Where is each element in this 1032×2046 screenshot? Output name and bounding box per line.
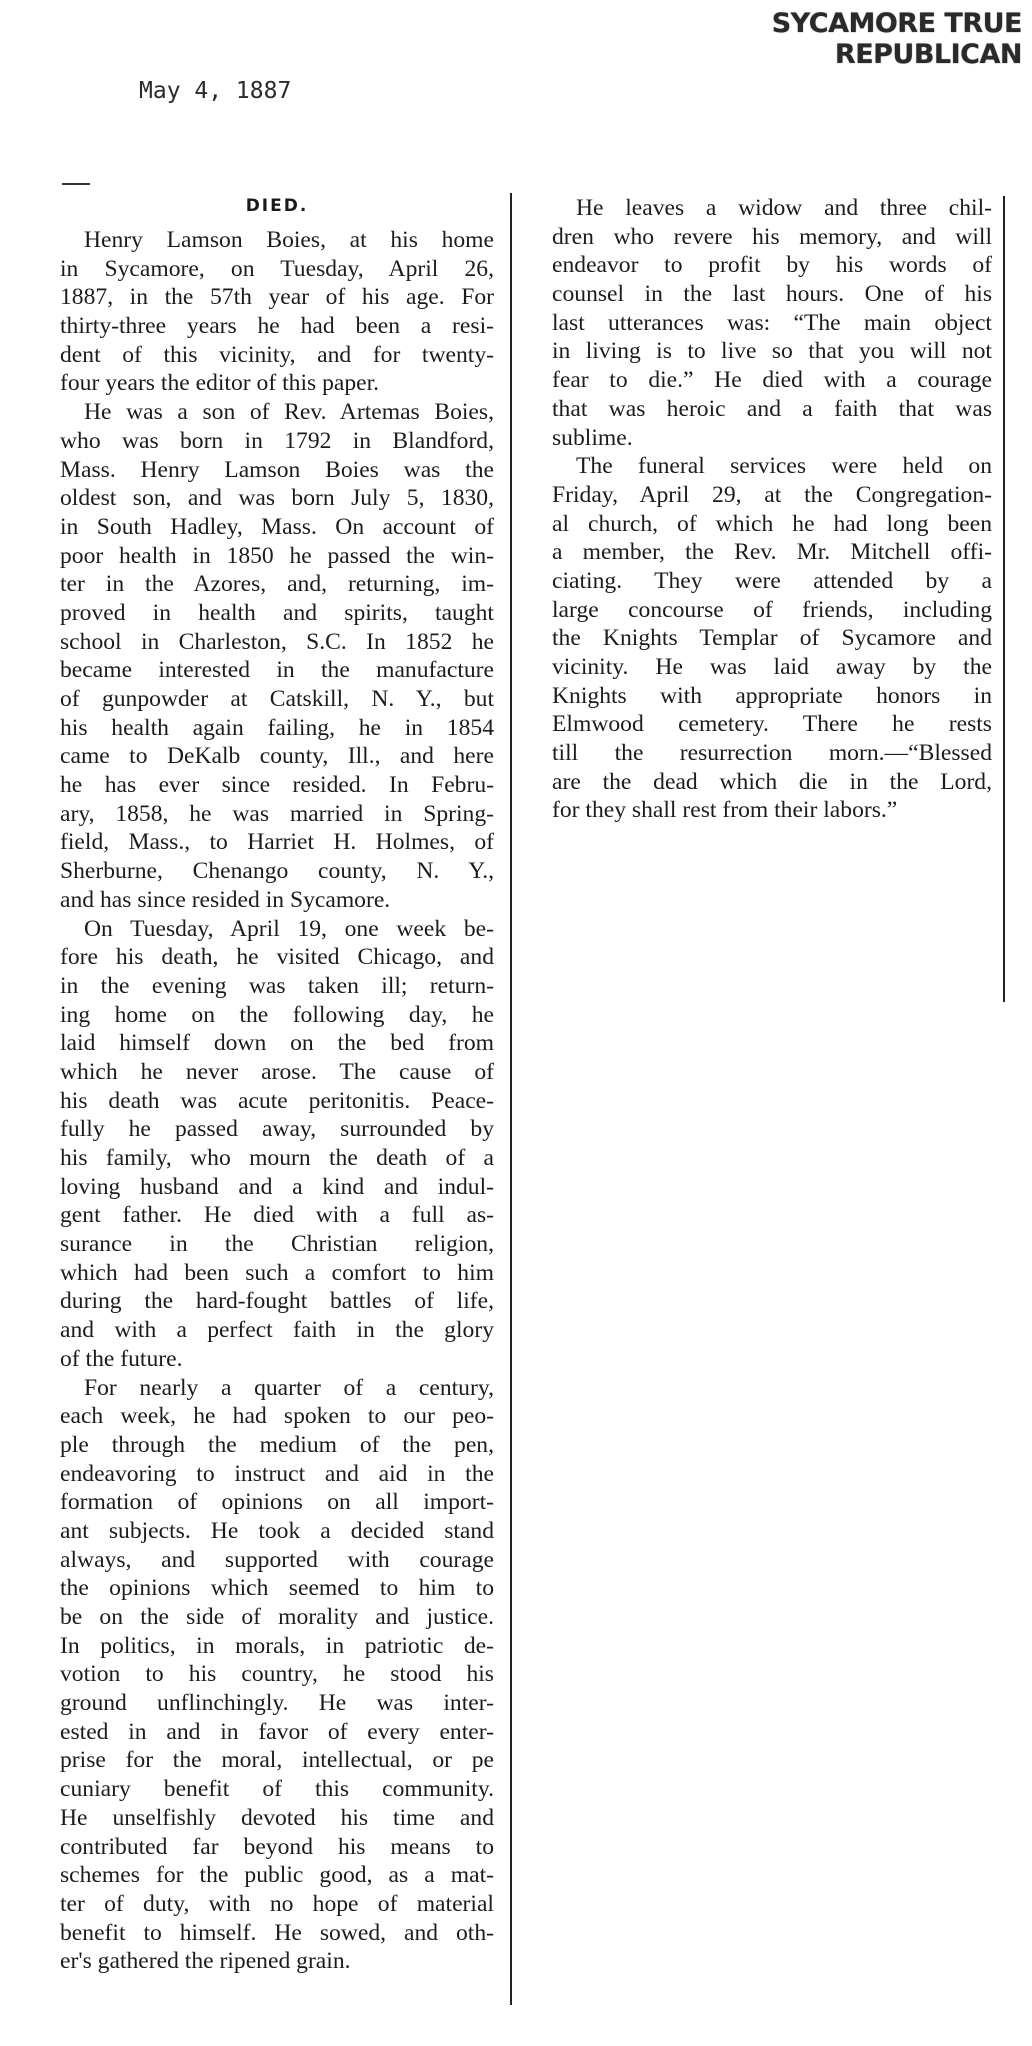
article-text-line: in the evening was taken ill; return- xyxy=(60,972,494,999)
article-left-column xyxy=(60,226,494,1976)
article-text-line: vicinity. He was laid away by the xyxy=(552,654,992,680)
article-text-line: He unselfishly devoted his time and xyxy=(60,1804,494,1831)
article-text-line: prise for the moral, intellectual, or pe xyxy=(60,1747,494,1774)
article-text-line: are the dead which die in the Lord, xyxy=(552,768,992,795)
article-text-line: formation of opinions on all import- xyxy=(60,1489,494,1516)
article-text-line: who was born in 1792 in Blandford, xyxy=(60,427,494,454)
article-text-line: ant subjects. He took a decided stand xyxy=(60,1517,494,1544)
article-text-line: dren who revere his memory, and will xyxy=(552,223,992,250)
article-text-line: On Tuesday, April 19, one week be- xyxy=(84,915,494,942)
article-text-line: He leaves a widow and three chil- xyxy=(576,195,992,221)
article-text-line: that was heroic and a faith that was xyxy=(552,395,992,422)
article-text-line: large concourse of friends, including xyxy=(552,596,992,623)
article-text-line: he has ever since resided. In Febru- xyxy=(60,772,494,799)
article-text-line: schemes for the public good, as a mat- xyxy=(60,1862,494,1889)
article-text-line: ground unflinchingly. He was inter- xyxy=(60,1690,494,1717)
article-text-line: contributed far beyond his means to xyxy=(60,1833,494,1860)
article-text-line: counsel in the last hours. One of his xyxy=(552,281,992,308)
article-text-line: of the future. xyxy=(60,1345,183,1372)
article-text-line: his family, who mourn the death of a xyxy=(60,1145,494,1171)
article-text-line: became interested in the manufacture xyxy=(60,657,494,684)
article-text-line: last utterances was: “The main object xyxy=(552,309,992,336)
article-text-line: be on the side of morality and justice. xyxy=(60,1604,494,1630)
article-text-line: The funeral services were held on xyxy=(576,453,992,480)
article-text-line: In politics, in morals, in patriotic de- xyxy=(60,1632,494,1659)
article-text-line: endeavoring to instruct and aid in the xyxy=(60,1460,494,1487)
article-text-line: fore his death, he visited Chicago, and xyxy=(60,944,494,971)
article-text-line: his death was acute peritonitis. Peace- xyxy=(60,1087,494,1114)
article-text-line: in living is to live so that you will not xyxy=(552,338,992,365)
article-text-line: fully he passed away, surrounded by xyxy=(60,1116,494,1143)
article-text-line: fear to die.” He died with a courage xyxy=(552,367,992,394)
article-text-line: ing home on the following day, he xyxy=(60,1001,494,1028)
article-text-line: loving husband and a kind and indul- xyxy=(60,1173,494,1200)
article-text-line: ary, 1858, he was married in Spring- xyxy=(60,800,494,827)
article-text-line: 1887, in the 57th year of his age. For xyxy=(60,284,494,311)
article-text-line: He was a son of Rev. Artemas Boies, xyxy=(84,399,494,426)
article-text-line: For nearly a quarter of a century, xyxy=(84,1374,494,1401)
article-text-line: poor health in 1850 he passed the win- xyxy=(60,542,494,569)
article-text-line: of gunpowder at Catskill, N. Y., but xyxy=(60,686,494,712)
article-text-line: sublime. xyxy=(552,424,633,451)
newspaper-masthead: SYCAMORE TRUE REPUBLICAN xyxy=(771,8,1022,70)
article-text-line: his health again failing, he in 1854 xyxy=(60,714,494,741)
article-text-line: the opinions which seemed to him to xyxy=(60,1575,494,1602)
article-text-line: during the hard-fought battles of life, xyxy=(60,1288,494,1315)
article-text-line: al church, of which he had long been xyxy=(552,510,992,537)
article-text-line: field, Mass., to Harriet H. Holmes, of xyxy=(60,829,494,856)
article-text-line: and with a perfect faith in the glory xyxy=(60,1317,494,1344)
article-text-line: Knights with appropriate honors in xyxy=(552,682,992,709)
article-text-line: proved in health and spirits, taught xyxy=(60,599,494,626)
article-text-line: ter in the Azores, and, returning, im- xyxy=(60,571,494,598)
article-text-line: dent of this vicinity, and for twenty- xyxy=(60,341,494,368)
article-text-line: till the resurrection morn.—“Blessed xyxy=(552,740,992,767)
article-text-line: Henry Lamson Boies, at his home xyxy=(84,227,494,253)
article-text-line: ple through the medium of the pen, xyxy=(60,1431,494,1458)
article-text-line: a member, the Rev. Mr. Mitchell offi- xyxy=(552,539,992,566)
article-text-line: ested in and in favor of every enter- xyxy=(60,1718,494,1745)
article-text-line: each week, he had spoken to our peo- xyxy=(60,1403,494,1430)
article-text-line: in South Hadley, Mass. On account of xyxy=(60,513,494,540)
article-text-line: oldest son, and was born July 5, 1830, xyxy=(60,485,494,512)
short-rule-divider xyxy=(62,183,90,185)
article-text-line: laid himself down on the bed from xyxy=(60,1030,494,1057)
article-text-line: Elmwood cemetery. There he rests xyxy=(552,711,992,738)
article-text-line: benefit to himself. He sowed, and oth- xyxy=(60,1919,494,1946)
column-divider xyxy=(510,193,512,2005)
article-text-line: which had been such a comfort to him xyxy=(60,1259,494,1286)
article-text-line: which he never arose. The cause of xyxy=(60,1058,494,1085)
article-text-line: cuniary benefit of this community. xyxy=(60,1776,494,1803)
article-text-line: always, and supported with courage xyxy=(60,1546,494,1573)
article-text-line: for they shall rest from their labors.” xyxy=(552,797,898,824)
article-text-line: and has since resided in Sycamore. xyxy=(60,886,391,913)
article-text-line: school in Charleston, S.C. In 1852 he xyxy=(60,628,494,655)
article-heading: DIED. xyxy=(245,196,309,216)
article-text-line: gent father. He died with a full as- xyxy=(60,1202,494,1229)
article-text-line: er's gathered the ripened grain. xyxy=(60,1948,351,1975)
article-text-line: the Knights Templar of Sycamore and xyxy=(552,625,992,652)
article-text-line: Friday, April 29, at the Congregation- xyxy=(552,481,992,508)
article-text-line: ciating. They were attended by a xyxy=(552,567,992,594)
article-text-line: ter of duty, with no hope of material xyxy=(60,1890,494,1917)
article-text-line: four years the editor of this paper. xyxy=(60,370,380,397)
article-text-line: surance in the Christian religion, xyxy=(60,1231,494,1258)
article-text-line: Sherburne, Chenango county, N. Y., xyxy=(60,858,494,885)
article-text-line: in Sycamore, on Tuesday, April 26, xyxy=(60,255,494,282)
publication-date: May 4, 1887 xyxy=(139,78,292,104)
article-text-line: came to DeKalb county, Ill., and here xyxy=(60,743,494,770)
article-text-line: endeavor to profit by his words of xyxy=(552,252,992,279)
article-text-line: thirty-three years he had been a resi- xyxy=(60,313,494,340)
column-divider-right xyxy=(1003,196,1005,1002)
article-text-line: votion to his country, he stood his xyxy=(60,1661,494,1688)
article-text-line: Mass. Henry Lamson Boies was the xyxy=(60,456,494,483)
article-right-column xyxy=(552,194,992,825)
